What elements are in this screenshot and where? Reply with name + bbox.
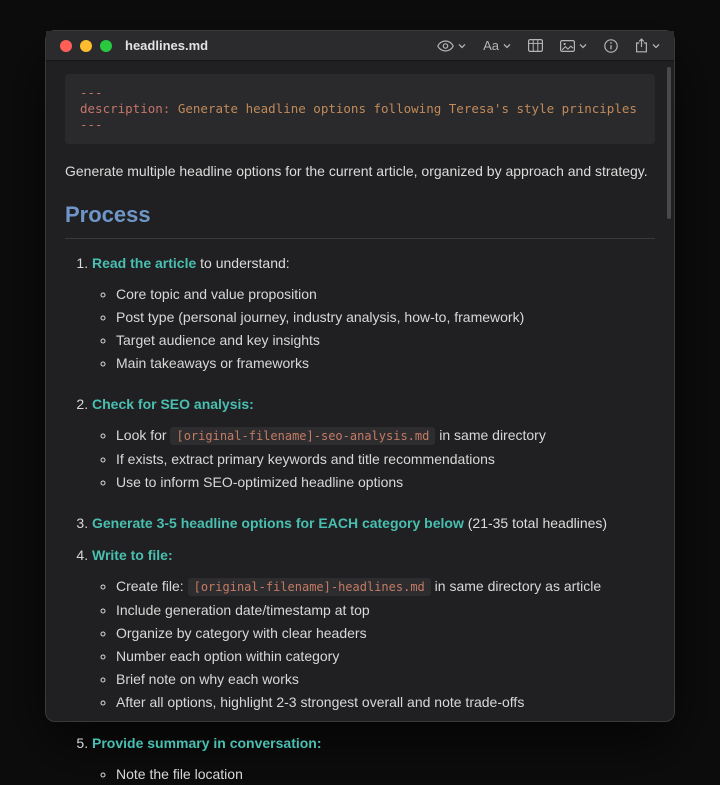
list-item [116, 424, 655, 447]
titlebar [46, 31, 674, 61]
step-after: (21-35 total headlines) [463, 515, 608, 531]
step-item [92, 393, 655, 493]
info-icon [604, 39, 618, 53]
sub-list [92, 283, 655, 374]
intro-paragraph: Generate multiple headline options for the current article, organized by approach and strategy. [65, 163, 648, 179]
text-segment: in same directory [435, 427, 546, 443]
list-item: ◦ Organize by category with clear headers [116, 622, 655, 644]
list-item: ◦ Core topic and value proposition [116, 283, 655, 305]
sub-list [92, 424, 655, 493]
image-icon [560, 40, 575, 52]
list-item: ◦ Post type (personal journey, industry analysis, how-to, framework) [116, 306, 655, 328]
sub-list [92, 763, 655, 785]
chevron-down-icon [652, 43, 660, 49]
section-heading: Process [65, 198, 655, 239]
step-title: Read the article [92, 255, 197, 271]
toolbar [437, 38, 660, 53]
frontmatter-line [80, 101, 640, 117]
list-item: ◦ Main takeaways or frameworks [116, 352, 655, 374]
step-title: Generate 3-5 headline options for EACH category below [92, 515, 464, 531]
text-segment: Create file: [116, 578, 188, 594]
step-title: Check for SEO analysis: [92, 396, 254, 412]
markdown-editor-window [45, 30, 675, 782]
close-button[interactable] [60, 40, 72, 52]
list-item: ◦ Brief note on why each works [116, 668, 655, 690]
scrollbar-thumb[interactable] [667, 67, 671, 219]
list-item: ◦ Use to inform SEO-optimized headline options [116, 471, 655, 493]
insert-image-button[interactable] [560, 40, 587, 52]
list-item: ◦ After all options, highlight 2-3 strongest overall and note trade-offs [116, 691, 655, 713]
list-item: ◦ Note the file location [116, 763, 655, 785]
traffic-lights [60, 40, 112, 52]
frontmatter-delimiter: --- [80, 117, 103, 132]
window-title: headlines.md [125, 38, 209, 53]
list-item [116, 575, 655, 598]
list-item: ◦ If exists, extract primary keywords and title recommendations [116, 448, 655, 470]
list-item: ◦ Number each option within category [116, 645, 655, 667]
zoom-button[interactable] [100, 40, 112, 52]
info-button[interactable] [604, 39, 618, 53]
step-title: Provide summary in conversation: [92, 735, 322, 751]
list-item: ◦ Target audience and key insights [116, 329, 655, 351]
chevron-down-icon [579, 43, 587, 49]
step-after: to understand: [196, 255, 290, 271]
text-segment: Look for [116, 427, 171, 443]
minimize-button[interactable] [80, 40, 92, 52]
sub-list [92, 575, 655, 713]
typography-icon: Aa [483, 38, 499, 53]
frontmatter-delimiter: --- [80, 85, 103, 100]
eye-icon [437, 40, 454, 52]
step-item [92, 252, 655, 374]
chevron-down-icon [458, 43, 466, 49]
text-segment: in same directory as article [430, 578, 602, 594]
step-title: Write to file: [92, 547, 173, 563]
inline-code: [original-filename]-seo-analysis.md [170, 427, 435, 445]
step-item [92, 512, 655, 534]
step-item [92, 544, 655, 713]
process-steps-list [65, 252, 655, 785]
table-button[interactable] [528, 39, 543, 52]
share-button[interactable] [635, 38, 660, 53]
inline-code: [original-filename]-headlines.md [188, 578, 431, 596]
document-content[interactable] [46, 61, 674, 782]
share-icon [635, 38, 648, 53]
step-item [92, 732, 655, 785]
frontmatter-block [65, 74, 655, 144]
table-icon [528, 39, 543, 52]
typography-button[interactable] [483, 38, 511, 53]
frontmatter-value: Generate headline options following Teresa's style principles [177, 101, 637, 116]
frontmatter-key: description: [80, 101, 171, 116]
list-item: ◦ Include generation date/timestamp at top [116, 599, 655, 621]
view-mode-button[interactable] [437, 40, 466, 52]
chevron-down-icon [503, 43, 511, 49]
